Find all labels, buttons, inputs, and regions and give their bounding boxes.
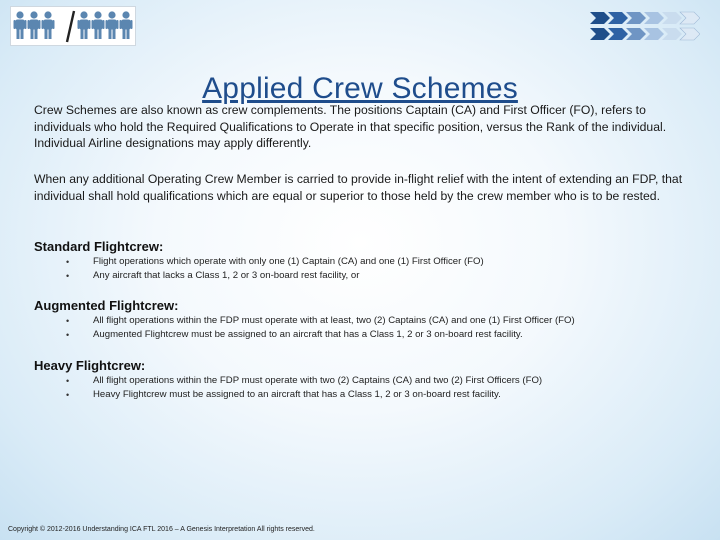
list-item: • Any aircraft that lacks a Class 1, 2 or 3 on-board rest facility, or (66, 269, 686, 283)
heavy-flightcrew-heading: Heavy Flightcrew: (34, 358, 146, 373)
page-title: Applied Crew Schemes (202, 72, 518, 106)
crew-figures-logo (10, 6, 136, 46)
augmented-flightcrew-heading: Augmented Flightcrew: (34, 298, 179, 313)
chevron-arrows-icon (588, 10, 700, 44)
heavy-flightcrew-list (66, 374, 686, 402)
chevron-row-top (590, 12, 700, 24)
intro-paragraph: Crew Schemes are also known as crew complements. The positions Captain (CA) and First Officer (FO), refers to individuals who hold the Required Qualifications to Operate in that specific position, versus the Rank of the individual. Individual Airline designations may apply differently. (34, 103, 667, 150)
crew-figures-icon (11, 7, 135, 45)
standard-flightcrew-list (66, 255, 686, 283)
list-item: • Heavy Flightcrew must be assigned to an aircraft that has a Class 1, 2 or 3 on-board rest facility. (66, 388, 686, 402)
list-item: • All flight operations within the FDP must operate with two (2) Captains (CA) and two (2) First Officers (FO) (66, 374, 686, 388)
list-item: • Augmented Flightcrew must be assigned to an aircraft that has a Class 1, 2 or 3 on-board rest facility. (66, 328, 686, 342)
copyright-footer: Copyright © 2012-2016 Understanding ICA FTL 2016 – A Genesis Interpretation All rights reserved. (8, 526, 315, 533)
relief-paragraph: When any additional Operating Crew Member is carried to provide in-flight relief with the intent of extending an FDP, that individual shall hold qualifications which are equal or superior to those held by the crew member who is to be rested. (34, 172, 683, 203)
standard-flightcrew-heading: Standard Flightcrew: (34, 239, 164, 254)
chevron-row-bottom (590, 28, 700, 40)
list-item: • All flight operations within the FDP must operate with at least, two (2) Captains (CA) and one (1) First Officer (FO) (66, 314, 686, 328)
augmented-flightcrew-list (66, 314, 686, 342)
chevron-arrows-logo (588, 10, 700, 44)
list-item: • Flight operations which operate with only one (1) Captain (CA) and one (1) First Officer (FO) (66, 255, 686, 269)
